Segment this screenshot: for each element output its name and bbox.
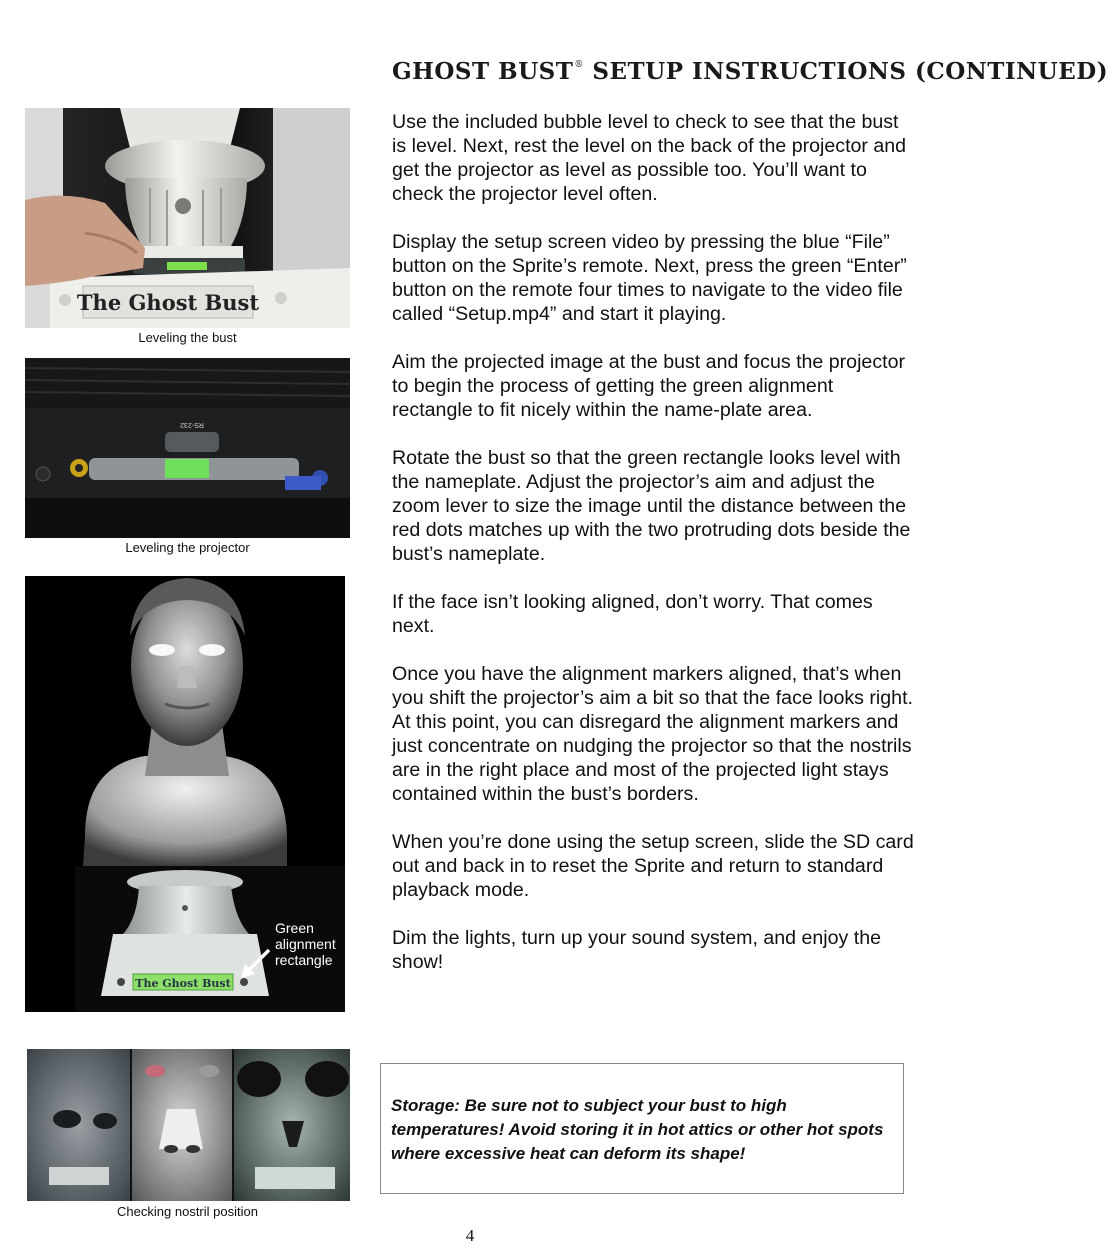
caption-leveling-bust: Leveling the bust — [138, 330, 237, 345]
alignment-nameplate-text: The Ghost Bust — [135, 977, 231, 990]
caption-nostril-check: Checking nostril position — [117, 1204, 258, 1219]
bust-nameplate-text: The Ghost Bust — [76, 290, 260, 315]
callout-green-alignment: Green alignment rectangle — [275, 920, 336, 968]
title-rest: SETUP INSTRUCTIONS (CONTINUED) — [592, 58, 1108, 85]
instruction-paragraph-5: If the face isn’t looking aligned, don’t worry. That comes next. — [392, 591, 873, 637]
instruction-paragraph-4: Rotate the bust so that the green rectangle looks level with the nameplate. Adjust the projector’s aim and adjust the zoom lever to size the image until the distance between the red dots matches up with the two protruding dots beside the bust’s nameplate. — [392, 447, 911, 565]
storage-note-text: Storage: Be sure not to subject your bust to high temperatures! Avoid storing it in hot attics or other hot spots where excessive heat can deform its shape! — [391, 1096, 884, 1163]
photo-leveling-projector — [25, 358, 350, 538]
nostril-check-image — [27, 1049, 350, 1201]
title-main: GHOST BUST — [392, 58, 574, 85]
photo-leveling-bust — [25, 108, 350, 328]
instruction-paragraph-2: Display the setup screen video by pressing the blue “File” button on the Sprite’s remote. Next, press the green “Enter” button on the remote four times to navigate to the video file called “Setup.mp4” and start it playing. — [392, 231, 907, 325]
caption-leveling-projector: Leveling the projector — [125, 540, 250, 555]
instructions-body — [392, 110, 917, 998]
instruction-paragraph-3: Aim the projected image at the bust and focus the projector to begin the process of getting the green alignment rectangle to fit nicely within the name-plate area. — [392, 351, 905, 421]
storage-note-box — [380, 1063, 904, 1194]
instruction-paragraph-7: When you’re done using the setup screen, slide the SD card out and back in to reset the Sprite and return to standard playback mode. — [392, 831, 914, 901]
instruction-paragraph-1: Use the included bubble level to check to see that the bust is level. Next, rest the level on the back of the projector and get the projector as level as possible too. You’ll want to check the projector level often. — [392, 111, 907, 205]
leveling-bust-image — [25, 108, 350, 328]
registered-mark: ® — [574, 60, 584, 70]
photo-nostril-check — [27, 1049, 350, 1201]
page-number: 4 — [465, 1226, 475, 1245]
page-title — [392, 58, 1108, 98]
instruction-paragraph-8: Dim the lights, turn up your sound system, and enjoy the show! — [392, 927, 882, 973]
instruction-paragraph-6: Once you have the alignment markers aligned, that’s when you shift the projector’s aim a bit so that the face looks right. At this point, you can disregard the alignment markers and just concentrate on nudging the projector so that the nostrils are in the right place and most of the projected light stays contained within the bust’s borders. — [392, 663, 913, 805]
port-label: RS-232 — [180, 421, 204, 428]
leveling-projector-image — [25, 358, 350, 538]
